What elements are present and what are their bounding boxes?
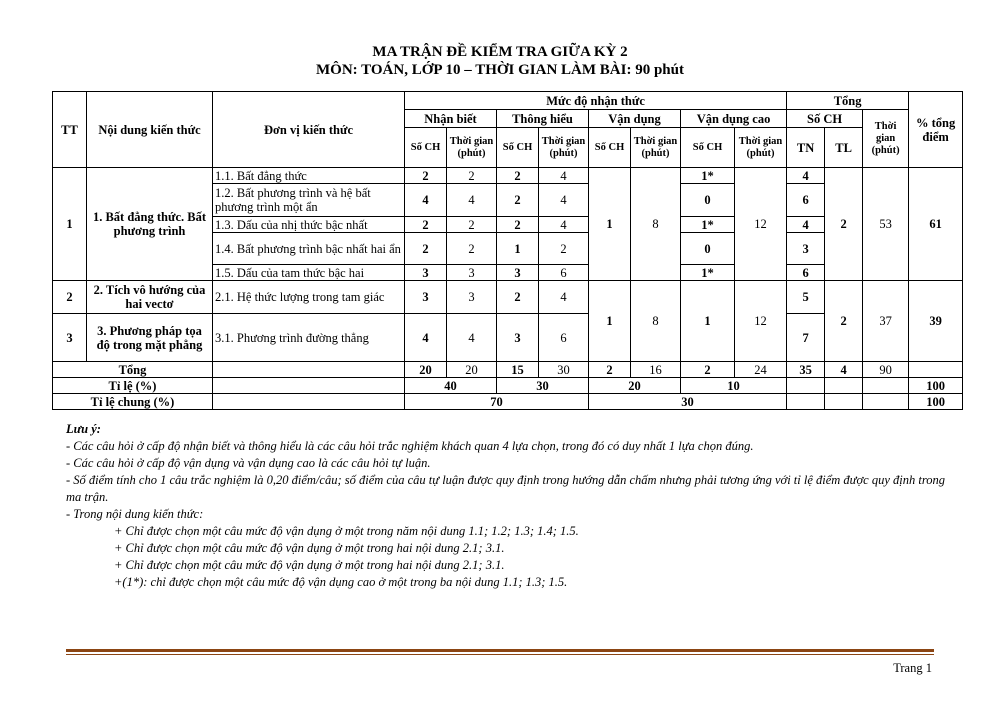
footer-rule <box>66 649 934 652</box>
ratio-label: Tỉ lệ (%) <box>53 378 213 394</box>
empty-cell <box>825 394 863 410</box>
header-thoi-gian: Thời gian (phút) <box>863 110 909 168</box>
vdc-time: 12 <box>735 168 787 281</box>
total-row <box>53 362 963 378</box>
nb-count: 3 <box>405 281 447 314</box>
common-ratio-low: 70 <box>405 394 589 410</box>
header-noi-dung: Nội dung kiến thức <box>87 92 213 168</box>
percent-score: 39 <box>909 281 963 362</box>
notes-section <box>66 421 946 591</box>
header-tong: Tổng <box>787 92 909 110</box>
tl-count: 2 <box>825 168 863 281</box>
th-time: 4 <box>539 217 589 233</box>
nb-time: 3 <box>447 265 497 281</box>
vd-time: 8 <box>631 168 681 281</box>
header-thong-hieu: Thông hiểu <box>497 110 589 128</box>
unit-name: 1.4. Bất phương trình bậc nhất hai ẩn <box>213 233 405 265</box>
header-van-dung: Vận dụng <box>589 110 681 128</box>
unit-name: 1.2. Bất phương trình và hệ bất phương trình một ẩn <box>213 184 405 217</box>
th-time: 2 <box>539 233 589 265</box>
vdc-count: 1* <box>681 265 735 281</box>
nb-count: 2 <box>405 168 447 184</box>
common-ratio-label: Tỉ lệ chung (%) <box>53 394 213 410</box>
vdc-count: 1* <box>681 168 735 184</box>
nb-time: 2 <box>447 217 497 233</box>
vd-count: 1 <box>589 281 631 362</box>
note-subitem: + Chỉ được chọn một câu mức độ vận dụng ở một trong năm nội dung 1.1; 1.2; 1.3; 1.4; 1.5. <box>114 524 579 538</box>
unit-name: 1.3. Dấu của nhị thức bậc nhất <box>213 217 405 233</box>
vd-time: 8 <box>631 281 681 362</box>
vdc-time: 12 <box>735 281 787 362</box>
header-van-dung-cao: Vận dụng cao <box>681 110 787 128</box>
th-time: 30 <box>539 362 589 378</box>
vd-count: 1 <box>589 168 631 281</box>
empty-cell <box>863 394 909 410</box>
nb-time: 2 <box>447 168 497 184</box>
note-subitem: + Chỉ được chọn một câu mức độ vận dụng ở một trong hai nội dung 2.1; 3.1. <box>114 541 505 555</box>
th-count: 15 <box>497 362 539 378</box>
th-count: 2 <box>497 168 539 184</box>
empty-cell <box>213 378 405 394</box>
note-item: - Số điểm tính cho 1 câu trắc nghiệm là 0,20 điểm/câu; số điểm của câu tự luận được quy định trong hướng dẫn chấm nhưng phải tương ứng với tỉ lệ điểm được quy định trong ma trận. <box>66 473 945 504</box>
group-tt: 1 <box>53 168 87 281</box>
header-vd-tg: Thời gian (phút) <box>631 128 681 168</box>
header-nb-tg: Thời gian (phút) <box>447 128 497 168</box>
tn-count: 4 <box>787 168 825 184</box>
note-item: - Trong nội dung kiến thức: <box>66 507 204 521</box>
ratio-vd: 20 <box>589 378 681 394</box>
th-count: 3 <box>497 314 539 362</box>
header-vdc-soch: Số CH <box>681 128 735 168</box>
total-label: Tổng <box>53 362 213 378</box>
ratio-row <box>53 378 963 394</box>
empty-cell <box>909 362 963 378</box>
unit-name: 3.1. Phương trình đường thẳng <box>213 314 405 362</box>
page-number: Trang 1 <box>893 661 932 675</box>
notes-heading: Lưu ý: <box>66 422 101 436</box>
vdc-count: 1 <box>681 281 735 362</box>
header-tl: TL <box>825 128 863 168</box>
note-subitem: + Chỉ được chọn một câu mức độ vận dụng ở một trong hai nội dung 2.1; 3.1. <box>114 558 505 572</box>
note-item: - Các câu hỏi ở cấp độ vận dụng và vận dụng cao là các câu hỏi tự luận. <box>66 456 431 470</box>
ratio-pct: 100 <box>909 378 963 394</box>
header-so-ch: Số CH <box>787 110 863 128</box>
header-phan-tram: % tổng điểm <box>909 92 963 168</box>
th-count: 1 <box>497 233 539 265</box>
ratio-vdc: 10 <box>681 378 787 394</box>
nb-time: 2 <box>447 233 497 265</box>
group-name: 2. Tích vô hướng của hai vectơ <box>87 281 213 314</box>
th-time: 4 <box>539 281 589 314</box>
document-subtitle: MÔN: TOÁN, LỚP 10 – THỜI GIAN LÀM BÀI: 90 phút <box>316 62 684 78</box>
tn-count: 5 <box>787 281 825 314</box>
note-item: - Các câu hỏi ở cấp độ nhận biết và thông hiểu là các câu hỏi trắc nghiệm khách quan 4 lựa chọn, trong đó có duy nhất 1 lựa chọn đúng. <box>66 439 754 453</box>
th-count: 2 <box>497 281 539 314</box>
vdc-count: 0 <box>681 233 735 265</box>
th-count: 3 <box>497 265 539 281</box>
nb-time: 4 <box>447 184 497 217</box>
header-don-vi: Đơn vị kiến thức <box>213 92 405 168</box>
empty-cell <box>863 378 909 394</box>
header-th-tg: Thời gian (phút) <box>539 128 589 168</box>
vd-time: 16 <box>631 362 681 378</box>
nb-count: 4 <box>405 314 447 362</box>
tn-count: 7 <box>787 314 825 362</box>
common-ratio-row <box>53 394 963 410</box>
th-time: 6 <box>539 265 589 281</box>
nb-count: 2 <box>405 233 447 265</box>
nb-count: 4 <box>405 184 447 217</box>
th-time: 4 <box>539 168 589 184</box>
nb-count: 20 <box>405 362 447 378</box>
tn-count: 6 <box>787 265 825 281</box>
header-vd-soch: Số CH <box>589 128 631 168</box>
knowledge-matrix-table <box>52 91 963 410</box>
th-count: 2 <box>497 217 539 233</box>
vd-count: 2 <box>589 362 631 378</box>
header-nhan-biet: Nhận biết <box>405 110 497 128</box>
total-time: 53 <box>863 168 909 281</box>
table-row <box>53 281 963 314</box>
nb-time: 20 <box>447 362 497 378</box>
empty-cell <box>787 394 825 410</box>
vdc-count: 0 <box>681 184 735 217</box>
header-th-soch: Số CH <box>497 128 539 168</box>
unit-name: 1.5. Dấu của tam thức bậc hai <box>213 265 405 281</box>
common-ratio-pct: 100 <box>909 394 963 410</box>
tn-count: 6 <box>787 184 825 217</box>
th-count: 2 <box>497 184 539 217</box>
group-tt: 2 <box>53 281 87 314</box>
nb-count: 2 <box>405 217 447 233</box>
th-time: 6 <box>539 314 589 362</box>
ratio-nb: 40 <box>405 378 497 394</box>
empty-cell <box>213 394 405 410</box>
unit-name: 2.1. Hệ thức lượng trong tam giác <box>213 281 405 314</box>
vdc-count: 1* <box>681 217 735 233</box>
group-tt: 3 <box>53 314 87 362</box>
group-name: 1. Bất đẳng thức. Bất phương trình <box>87 168 213 281</box>
tn-count: 4 <box>787 217 825 233</box>
header-tt: TT <box>53 92 87 168</box>
empty-cell <box>213 362 405 378</box>
table-row <box>53 168 963 184</box>
vdc-count: 2 <box>681 362 735 378</box>
empty-cell <box>787 378 825 394</box>
header-muc-do: Mức độ nhận thức <box>405 92 787 110</box>
common-ratio-high: 30 <box>589 394 787 410</box>
th-time: 4 <box>539 184 589 217</box>
nb-time: 3 <box>447 281 497 314</box>
note-subitem: +(1*): chỉ được chọn một câu mức độ vận dụng cao ở một trong ba nội dung 1.1; 1.3; 1.5. <box>114 575 568 589</box>
header-vdc-tg: Thời gian (phút) <box>735 128 787 168</box>
tl-count: 2 <box>825 281 863 362</box>
header-tn: TN <box>787 128 825 168</box>
vdc-time: 24 <box>735 362 787 378</box>
nb-time: 4 <box>447 314 497 362</box>
document-title: MA TRẬN ĐỀ KIỂM TRA GIỮA KỲ 2 <box>372 44 628 60</box>
header-row <box>53 92 963 110</box>
empty-cell <box>825 378 863 394</box>
tn-count: 35 <box>787 362 825 378</box>
tl-count: 4 <box>825 362 863 378</box>
total-time: 90 <box>863 362 909 378</box>
ratio-th: 30 <box>497 378 589 394</box>
percent-score: 61 <box>909 168 963 281</box>
header-nb-soch: Số CH <box>405 128 447 168</box>
tn-count: 3 <box>787 233 825 265</box>
total-time: 37 <box>863 281 909 362</box>
nb-count: 3 <box>405 265 447 281</box>
unit-name: 1.1. Bất đẳng thức <box>213 168 405 184</box>
footer-rule-thin <box>66 654 934 655</box>
group-name: 3. Phương pháp tọa độ trong mặt phẳng <box>87 314 213 362</box>
